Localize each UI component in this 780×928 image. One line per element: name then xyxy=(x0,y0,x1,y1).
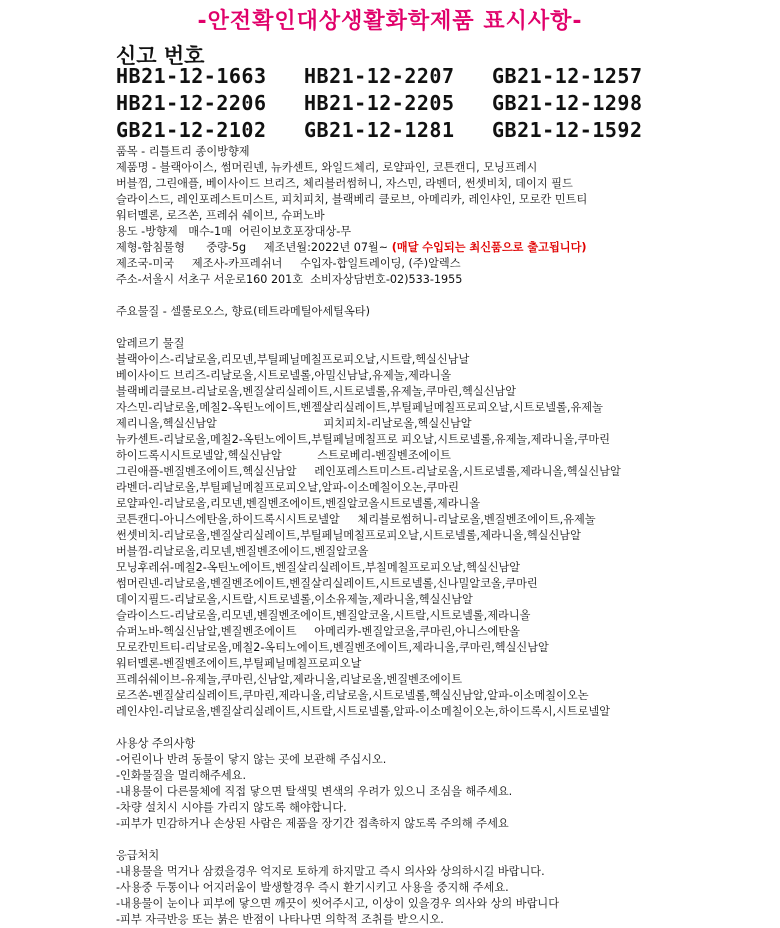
allergen-line: 라벤더-리날로올,부틸페닐메칠프로피오날,알파-이소메칠이오논,쿠마린 xyxy=(116,481,459,494)
allergen-line: 자스민-리날로올,메칠2-옥틴노에이트,벤젤살리실레이트,부틸페닐메칠프로피오날,시트로넬롤,유제놀 xyxy=(116,401,603,414)
allergen-line: 제리니올,헥실신남알 피치피치-리날로올,헥실신남알 xyxy=(116,417,472,430)
allergen-line: 워터멜론-벤질벤조에이트,부틸페닐메칠프로피오날 xyxy=(116,657,362,670)
report-number: GB21-12-1592 xyxy=(492,118,643,142)
report-number: GB21-12-1298 xyxy=(492,91,643,115)
report-number-row xyxy=(116,118,680,145)
caution-line: -내용물이 다른물체에 직접 닿으면 탈색및 변색의 우려가 있으니 조심을 해주세요. xyxy=(116,785,513,798)
caution-heading: 사용상 주의사항 xyxy=(116,737,196,750)
allergen-line: 레인샤인-리날로올,벤질살리실레이트,시트랄,시트로넬롤,알파-이소메칠이오논,하이드록시,시트로넬알 xyxy=(116,705,611,718)
info-line: 워터멜론, 로즈쏜, 프레쉬 쉐이브, 슈퍼노바 xyxy=(116,209,325,222)
allergen-line: 데이지필드-리날로올,시트랄,시트로넬롤,이소유제놀,제라니올,헥실신남알 xyxy=(116,593,473,606)
caution-line: -어린이나 반려 동물이 닿지 않는 곳에 보관해 주십시오. xyxy=(116,753,387,766)
firstaid-heading: 응급처치 xyxy=(116,849,160,862)
firstaid-line: -내용물을 먹거나 삼켰을경우 억지로 토하게 하지말고 즉시 의사와 상의하시길 바랍니다. xyxy=(116,865,545,878)
report-number: HB21-12-2207 xyxy=(304,64,455,88)
allergen-line: 코튼캔디-아니스에탄올,하이드록시시트로넬알 체리블로썸허니-리날로올,벤질벤조에이트,유제놀 xyxy=(116,513,596,526)
info-line: 품목 - 리틀트리 종이방향제 xyxy=(116,145,250,158)
info-line: 슬라이스드, 레인포레스트미스트, 피치피치, 블랙베리 클로브, 아메리카, 레인샤인, 모로칸 민트티 xyxy=(116,193,588,206)
allergen-line: 로얄파인-리날로올,리모넨,벤질벤조에이트,벤질알코올시트로넬롤,제라니올 xyxy=(116,497,481,510)
allergen-line: 모닝후레쉬-메칠2-옥틴노에이트,벤질살리실레이트,부칠메칠프로피오날,헥실신남알 xyxy=(116,561,521,574)
allergen-heading: 알레르기 물질 xyxy=(116,337,185,350)
allergen-line: 프레쉬쉐이브-유제놀,쿠마린,신남알,제라니올,리날로올,벤질벤조에이트 xyxy=(116,673,463,686)
firstaid-line: -피부 자극반응 또는 붉은 반점이 나타나면 의학적 조취를 받으시오. xyxy=(116,913,444,926)
allergen-line: 베이사이드 브리즈-리날로올,시트로넬롤,아밀신남날,유제놀,제라니올 xyxy=(116,369,452,382)
weight-line xyxy=(116,240,776,256)
weight-text: 제형-함침물형 중량-5g 제조년월:2022년 07월~ xyxy=(116,241,392,254)
report-number-row xyxy=(116,64,680,91)
allergen-line: 뉴카센트-리날로올,메칠2-옥틴노에이트,부틸페닐메칠프로 피오날,시트로넬롤,유제놀,제라니올,쿠마린 xyxy=(116,433,610,446)
allergen-line: 블랙아이스-리날로올,리모넨,부틸페닐메칠프로피오날,시트랄,헥실신남날 xyxy=(116,353,470,366)
shipping-notice: (매달 수입되는 최신품으로 출고됩니다) xyxy=(391,241,587,254)
info-line: 용도 -방향제 매수-1매 어린이보호포장대상-무 xyxy=(116,225,352,238)
report-number: GB21-12-1281 xyxy=(304,118,455,142)
info-line: 주소-서울시 서초구 서운로160 201호 소비자상담번호-02)533-1955 xyxy=(116,273,463,286)
report-number: GB21-12-2102 xyxy=(116,118,267,142)
report-number: GB21-12-1257 xyxy=(492,64,643,88)
info-line: 버블껌, 그린애플, 베이사이드 브리즈, 체리블러썸허니, 자스민, 라벤더, 썬셋비치, 데이지 필드 xyxy=(116,177,573,190)
info-line: 제품명 - 블랙아이스, 썸머린넨, 뉴카센트, 와일드체리, 로얄파인, 코튼캔디, 모닝프레시 xyxy=(116,161,538,174)
report-number-row xyxy=(116,91,680,118)
allergen-line: 슬라이스드-리날로올,리모넨,벤질벤조에이트,벤질알코올,시트랄,시트로넬롤,제라니올 xyxy=(116,609,531,622)
allergen-line: 모로칸민트티-리날로올,메칠2-옥티노에이트,벤질벤조에이트,제라니올,쿠마린,헥실신남알 xyxy=(116,641,549,654)
allergen-line: 썬셋비치-리날로올,벤질살리실레이트,부틸페닐메칠프로피오날,시트로넬롤,제라니올,헥실신남알 xyxy=(116,529,581,542)
report-number: HB21-12-1663 xyxy=(116,64,267,88)
info-line: 제조국-미국 제조사-카프레쉬너 수입자-합일트레이딩, (주)알렉스 xyxy=(116,257,461,270)
firstaid-line: -사용중 두통이나 어지러움이 발생할경우 즉시 환기시키고 사용을 중지해 주세요. xyxy=(116,881,509,894)
page-title: -안전확인대상생활화학제품 표시사항- xyxy=(197,9,583,34)
main-substance: 주요물질 - 셀룰로오스, 향료(테트라메틸아세틸옥타) xyxy=(116,305,370,318)
allergen-line: 하이드록시시트로넬알,헥실신남알 스트로베리-벤질벤조에이트 xyxy=(116,449,451,462)
report-number-grid xyxy=(116,64,680,145)
allergen-line: 블랙베리클로브-리날로올,벤질살리실레이트,시트로넬롤,유제놀,쿠마린,헥실신남알 xyxy=(116,385,517,398)
firstaid-line: -내용물이 눈이나 피부에 닿으면 깨끗이 씻어주시고, 이상이 있을경우 의사와 상의 바랍니다 xyxy=(116,897,560,910)
report-number-label: 신고 번호 xyxy=(116,44,205,68)
caution-line: -피부가 민감하거나 손상된 사람은 제품을 장기간 접촉하지 않도록 주의해 주세요 xyxy=(116,817,509,830)
allergen-line: 버블껌-리날로올,리모넨,벤질벤조에이드,벤질알코올 xyxy=(116,545,369,558)
caution-line: -인화물질을 멀리해주세요. xyxy=(116,769,247,782)
allergen-line: 썸머린넨-리날로올,벤질벤조에이트,벤질살리실레이트,시트로넬롤,신나밀알코올,쿠마린 xyxy=(116,577,538,590)
label-body xyxy=(116,144,776,928)
report-number: HB21-12-2205 xyxy=(304,91,455,115)
allergen-line: 로즈쏜-벤질살리실레이트,쿠마린,제라니올,리날로올,시트로넬롤,헥실신남알,알파-이소메칠이오논 xyxy=(116,689,589,702)
allergen-line: 슈퍼노바-헥실신남알,벤질벤조에이트 아메리카-벤질알코올,쿠마린,아니스에탄올 xyxy=(116,625,520,638)
caution-line: -차량 설치시 시야를 가리지 않도록 해야합니다. xyxy=(116,801,347,814)
allergen-line: 그린애플-벤질벤조에이트,헥실신남알 레인포레스트미스트-리날로올,시트로넬롤,제라니올,헥실신남알 xyxy=(116,465,621,478)
report-number: HB21-12-2206 xyxy=(116,91,267,115)
